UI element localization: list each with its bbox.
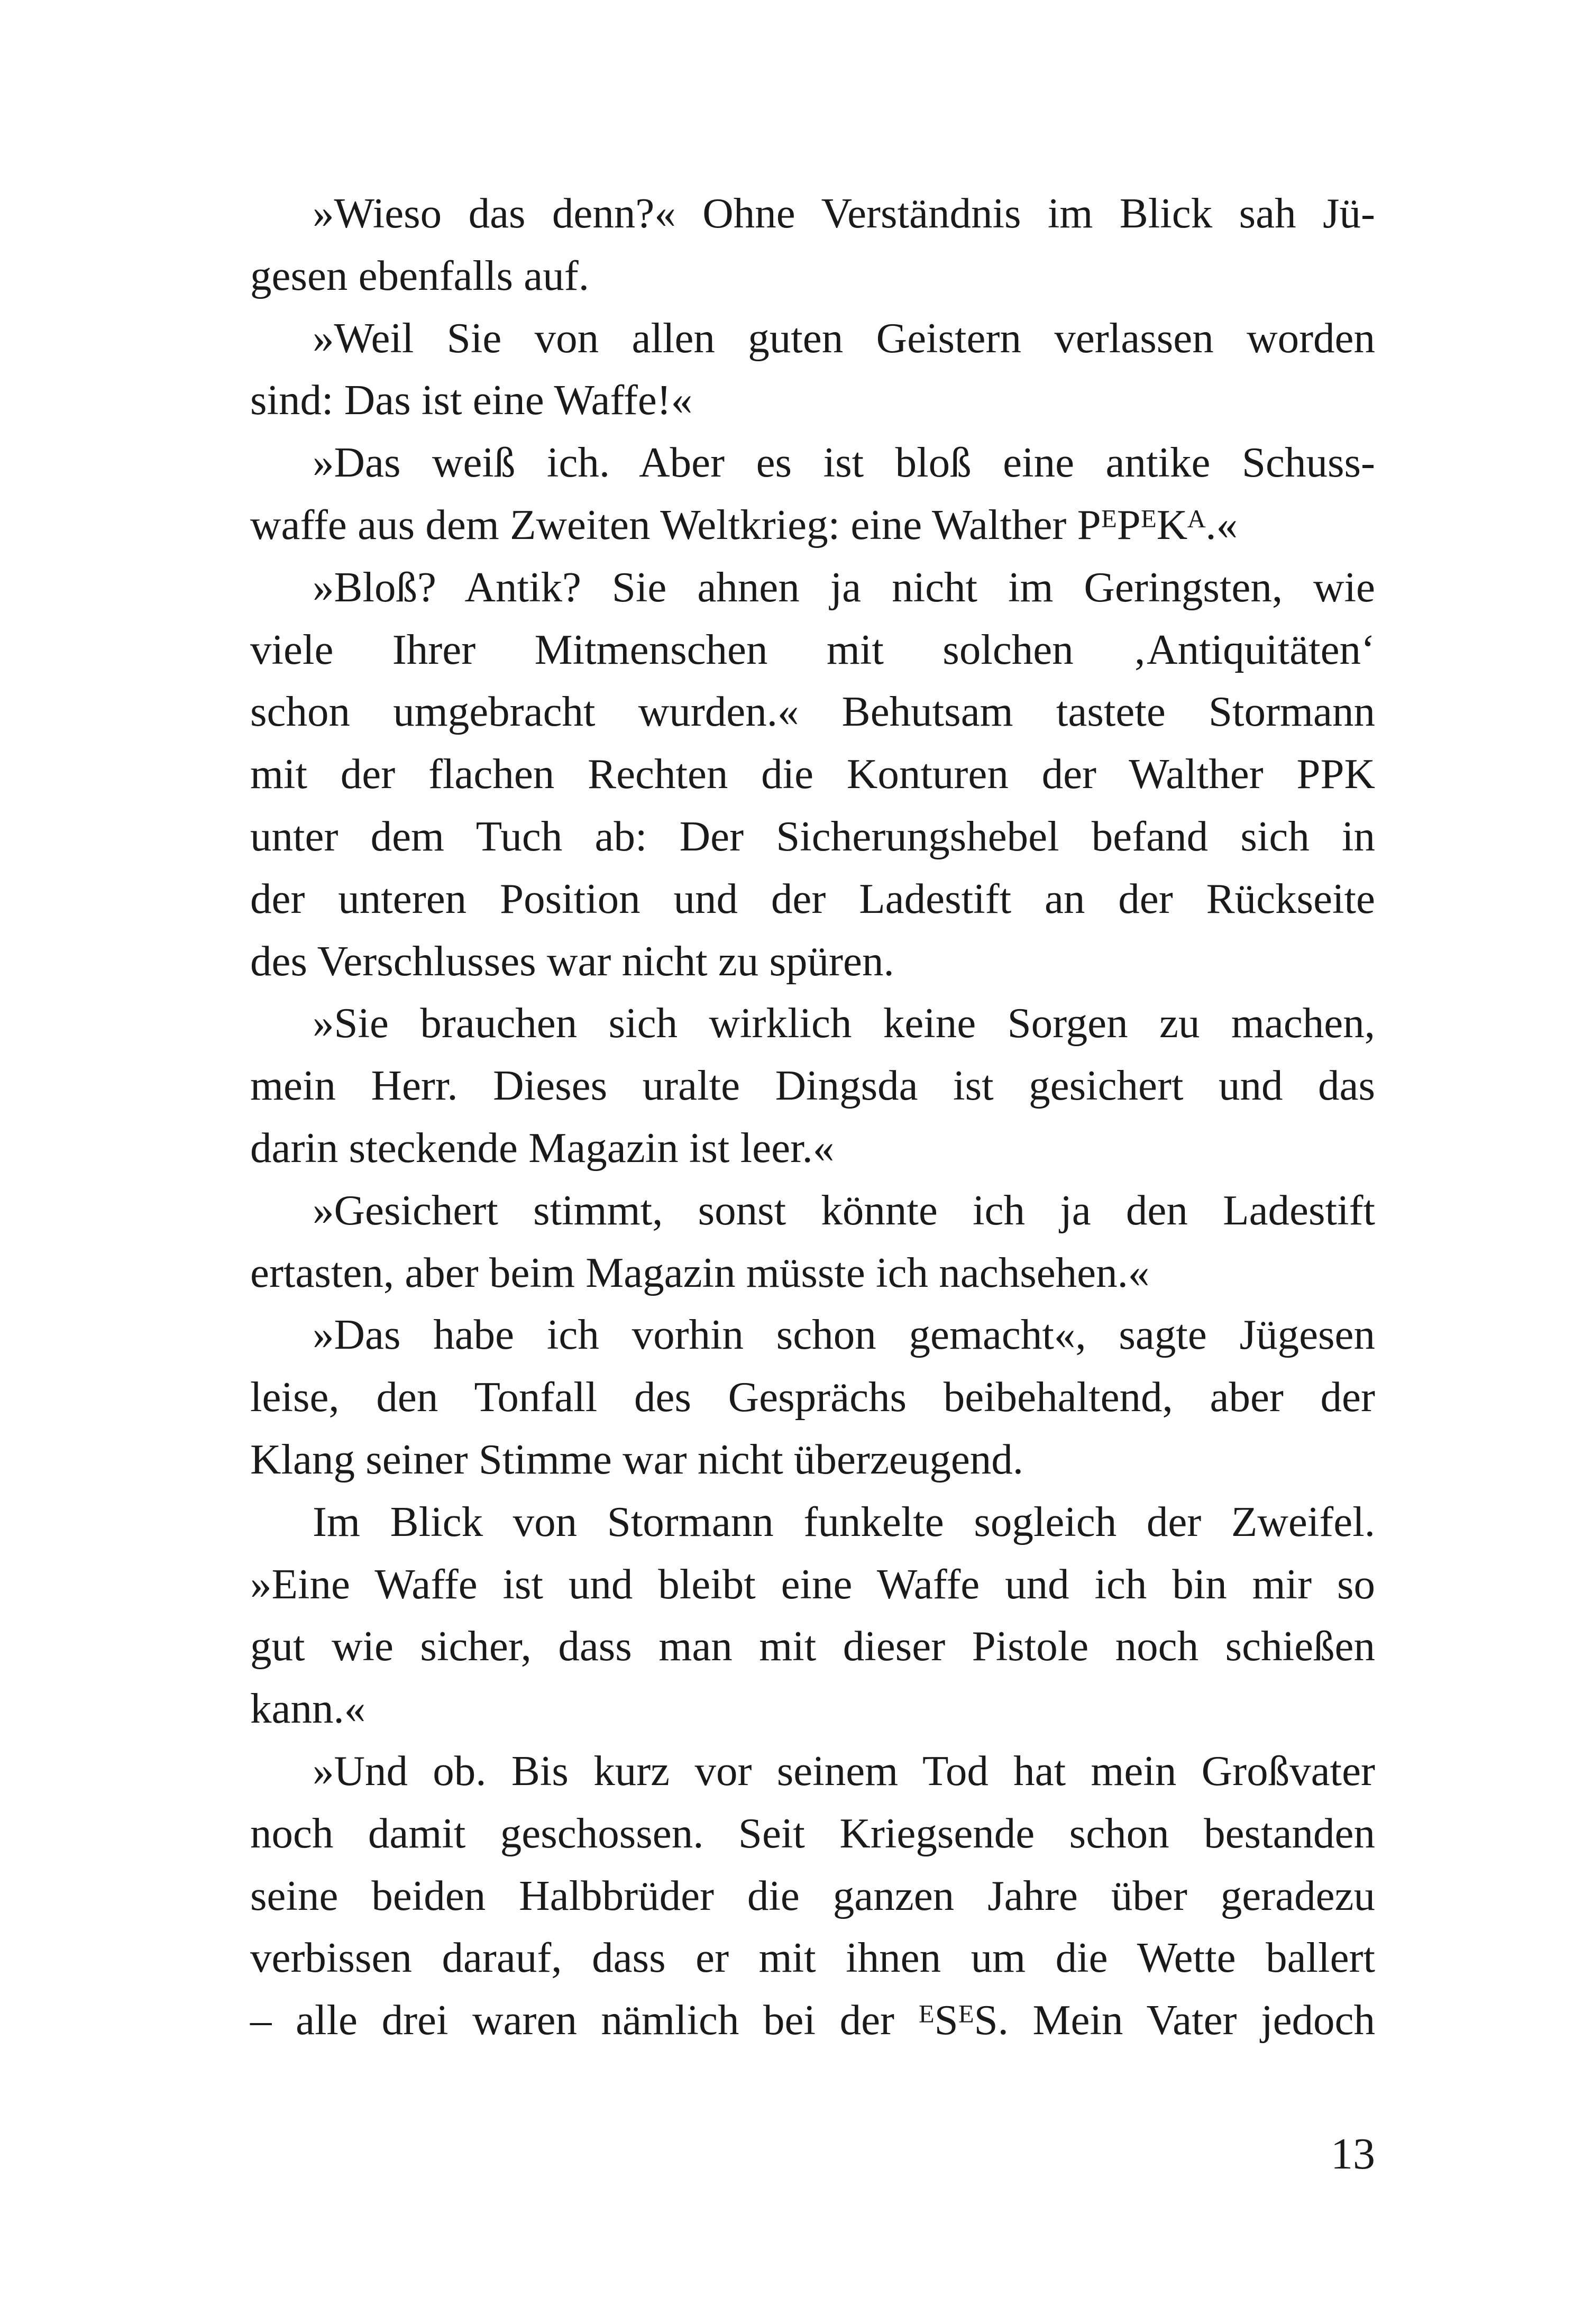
text-line: gesen ebenfalls auf. — [250, 251, 589, 299]
text-line: noch damit geschossen. Seit Kriegsende schon bestanden — [250, 1809, 1375, 1857]
text-line: »Bloß? Antik? Sie ahnen ja nicht im Geringsten, wie — [313, 563, 1375, 611]
text-line: der unteren Position und der Ladestift an der Rückseite — [250, 874, 1375, 922]
text-line: gut wie sicher, dass man mit dieser Pistole noch schießen — [250, 1622, 1375, 1670]
text-line: des Verschlusses war nicht zu spüren. — [250, 937, 894, 985]
text-line: sind: Das ist eine Waffe!« — [250, 376, 693, 424]
page-number: 13 — [1331, 2129, 1375, 2179]
text-line: mit der flachen Rechten die Konturen der Walther PPK — [250, 750, 1375, 798]
text-line: Klang seiner Stimme war nicht überzeugend. — [250, 1435, 1024, 1483]
text-line: viele Ihrer Mitmenschen mit solchen ‚Antiquitäten‘ — [250, 625, 1375, 673]
text-line: waffe aus dem Zweiten Weltkrieg: eine Walther PᴱPᴱKᴬ.« — [250, 500, 1238, 548]
text-line: »Das weiß ich. Aber es ist bloß eine antike Schuss- — [313, 438, 1375, 487]
text-line: kann.« — [250, 1685, 366, 1733]
text-line: Im Blick von Stormann funkelte sogleich der Zweifel. — [313, 1497, 1375, 1545]
text-line: seine beiden Halbbrüder die ganzen Jahre über geradezu — [250, 1871, 1375, 1919]
text-line: – alle drei waren nämlich bei der ᴱSᴱS. Mein Vater jedoch — [250, 1996, 1375, 2044]
text-line: schon umgebracht wurden.« Behutsam tastete Stormann — [250, 688, 1375, 736]
text-line: verbissen darauf, dass er mit ihnen um die Wette ballert — [250, 1934, 1375, 1982]
text-line: »Das habe ich vorhin schon gemacht«, sagte Jügesen — [313, 1311, 1375, 1359]
text-line: »Wieso das denn?« Ohne Verständnis im Blick sah Jü- — [313, 189, 1375, 237]
text-line: mein Herr. Dieses uralte Dingsda ist gesichert und das — [250, 1062, 1375, 1110]
text-line: darin steckende Magazin ist leer.« — [250, 1123, 835, 1172]
text-line: »Und ob. Bis kurz vor seinem Tod hat mein Großvater — [313, 1746, 1375, 1795]
text-line: »Eine Waffe ist und bleibt eine Waffe und ich bin mir so — [250, 1560, 1375, 1608]
text-line: »Sie brauchen sich wirklich keine Sorgen zu machen, — [313, 999, 1375, 1047]
text-line: ertasten, aber beim Magazin müsste ich nachsehen.« — [250, 1248, 1150, 1296]
text-line: »Gesichert stimmt, sonst könnte ich ja den Ladestift — [313, 1186, 1375, 1234]
text-line: leise, den Tonfall des Gesprächs beibehaltend, aber der — [250, 1373, 1375, 1421]
text-line: unter dem Tuch ab: Der Sicherungshebel befand sich in — [250, 812, 1375, 860]
body-text — [250, 182, 1375, 2052]
text-line: »Weil Sie von allen guten Geistern verlassen worden — [313, 314, 1375, 362]
